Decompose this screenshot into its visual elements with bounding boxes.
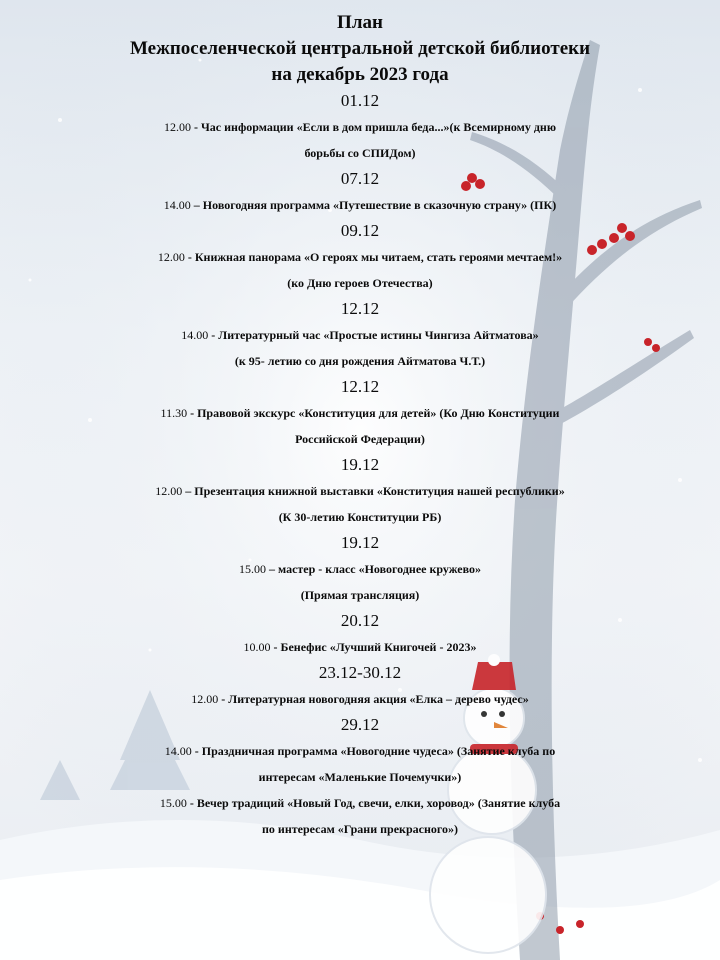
event-line <box>0 764 720 790</box>
event-date: 29.12 <box>340 715 380 734</box>
event-time: 12.00 <box>157 250 185 264</box>
event-description: - Литературная новогодняя акция «Елка – дерево чудес» <box>218 692 529 706</box>
library-name: Межпоселенческой центральной детской библиотеки <box>129 38 591 59</box>
event-line <box>0 634 720 660</box>
event-time: 14.00 <box>163 198 191 212</box>
event-date: 19.12 <box>340 533 380 552</box>
event-date: 23.12-30.12 <box>318 663 402 682</box>
event-time: 12.00 <box>164 120 191 134</box>
event-description: - Литературный час «Простые истины Чингиза Айтматова» <box>208 328 539 342</box>
event-line <box>0 816 720 842</box>
event-description: - Праздничная программа «Новогодние чудеса» (Занятие клуба по <box>191 744 556 758</box>
event-time: 14.00 <box>164 744 192 758</box>
event-line <box>0 192 720 218</box>
event-time: 14.00 <box>181 328 209 342</box>
event-description: - Бенефис «Лучший Книгочей - 2023» <box>270 640 477 654</box>
event-line <box>0 582 720 608</box>
event-description: - Правовой экскурс «Конституция для детей» (Ко Дню Конституции <box>187 406 560 420</box>
event-list <box>0 88 720 842</box>
event-description: – Презентация книжной выставки «Конституция нашей республики» <box>182 484 565 498</box>
event-line <box>0 556 720 582</box>
event-line <box>0 790 720 816</box>
event-line <box>0 114 720 140</box>
event-line <box>0 140 720 166</box>
event-description: (к 95- летию со дня рождения Айтматова Ч.Т.) <box>234 354 486 368</box>
event-date: 09.12 <box>340 221 380 240</box>
event-line <box>0 738 720 764</box>
event-description: по интересам «Грани прекрасного») <box>261 822 459 836</box>
event-date: 12.12 <box>340 377 380 396</box>
event-time: 11.30 <box>160 406 188 420</box>
event-time: 15.00 <box>238 562 266 576</box>
event-line <box>0 426 720 452</box>
event-description: – мастер - класс «Новогоднее кружево» <box>265 562 482 576</box>
event-description: – Новогодняя программа «Путешествие в сказочную страну» (ПК) <box>190 198 557 212</box>
event-description: борьбы со СПИДом) <box>304 146 416 160</box>
event-line <box>0 478 720 504</box>
plan-title: План <box>337 12 383 33</box>
plan-period: на декабрь 2023 года <box>271 64 449 85</box>
event-line <box>0 270 720 296</box>
event-description: (ко Дню героев Отечества) <box>287 276 433 290</box>
event-line <box>0 400 720 426</box>
event-description: интересам «Маленькие Почемучки») <box>258 770 462 784</box>
event-date: 01.12 <box>340 91 380 110</box>
event-date: 07.12 <box>340 169 380 188</box>
event-line <box>0 348 720 374</box>
event-time: 15.00 <box>159 796 187 810</box>
event-date: 20.12 <box>340 611 380 630</box>
event-description: (К 30-летию Конституции РБ) <box>278 510 442 524</box>
event-line <box>0 686 720 712</box>
event-date: 19.12 <box>340 455 380 474</box>
event-description: - Вечер традиций «Новый Год, свечи, елки, хоровод» (Занятие клуба <box>186 796 561 810</box>
event-line <box>0 244 720 270</box>
event-description: - Книжная панорама «О героях мы читаем, стать героями мечтаем!» <box>184 250 563 264</box>
event-time: 12.00 <box>191 692 219 706</box>
event-line <box>0 322 720 348</box>
event-time: 10.00 <box>243 640 271 654</box>
event-time: 12.00 <box>155 484 183 498</box>
event-description: (Прямая трансляция) <box>300 588 420 602</box>
event-date: 12.12 <box>340 299 380 318</box>
event-description: - Час информации «Если в дом пришла беда...»(к Всемирному дню <box>191 120 556 134</box>
event-line <box>0 504 720 530</box>
event-description: Российской Федерации) <box>295 432 425 446</box>
library-plan-document <box>0 10 720 842</box>
